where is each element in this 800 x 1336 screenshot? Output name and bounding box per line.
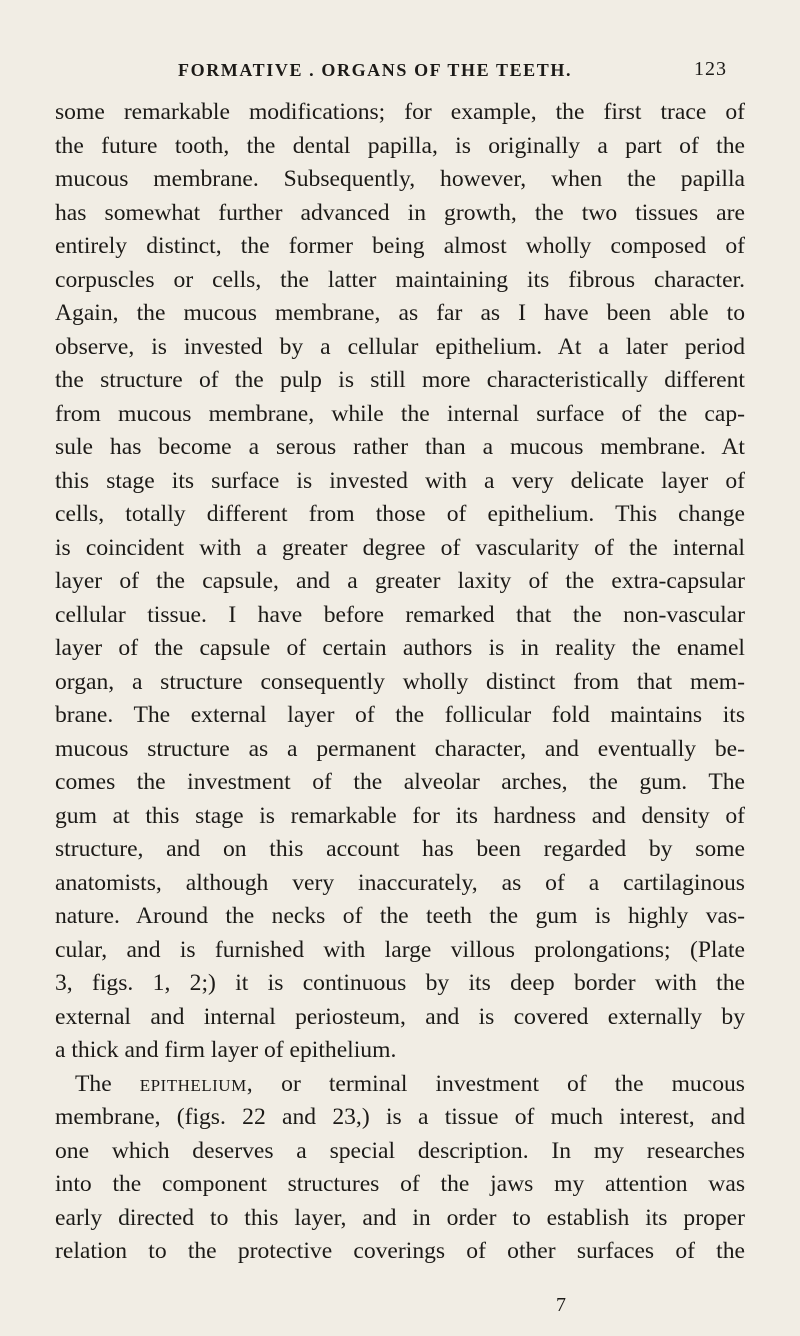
text-line: membrane, (figs. 22 and 23,) is a tissue of much interest, and bbox=[55, 1104, 745, 1130]
text-line: some remarkable modifications; for example, the first trace of bbox=[55, 99, 745, 125]
paragraph-lead-rest: or terminal investment of the mucous bbox=[253, 1070, 745, 1097]
text-line: the structure of the pulp is still more characteristically different bbox=[55, 367, 745, 393]
text-line: cular, and is furnished with large villous prolongations; (Plate bbox=[55, 936, 745, 963]
text-line: cellular tissue. I have before remarked that the non-vascular bbox=[55, 601, 745, 628]
text-line: one which deserves a special description. In my researches bbox=[55, 1137, 745, 1164]
text-line: mucous structure as a permanent character, and eventually be- bbox=[55, 735, 745, 762]
text-line: into the component structures of the jaws my attention was bbox=[55, 1171, 745, 1197]
text-line: structure, and on this account has been regarded by some bbox=[55, 836, 745, 862]
text-line: cells, totally different from those of epithelium. This change bbox=[55, 501, 745, 527]
paragraph-start-line bbox=[55, 1068, 745, 1102]
text-line: 3, figs. 1, 2;) it is continuous by its deep border with the bbox=[55, 970, 745, 996]
text-line: mucous membrane. Subsequently, however, when the papilla bbox=[55, 166, 745, 192]
text-line: corpuscles or cells, the latter maintaining its fibrous character. bbox=[55, 266, 745, 293]
text-line: Again, the mucous membrane, as far as I have been able to bbox=[55, 300, 745, 326]
text-line: this stage its surface is invested with a very delicate layer of bbox=[55, 467, 745, 494]
text-line: sule has become a serous rather than a mucous membrane. At bbox=[55, 434, 745, 460]
text-line: a thick and firm layer of epithelium. bbox=[55, 1037, 397, 1063]
text-line: layer of the capsule of certain authors is in reality the enamel bbox=[55, 635, 745, 661]
text-line: external and internal periosteum, and is covered externally by bbox=[55, 1003, 745, 1030]
text-line: early directed to this layer, and in order to establish its proper bbox=[55, 1204, 745, 1231]
running-head: FORMATIVE . ORGANS OF THE TEETH. bbox=[178, 60, 573, 80]
text-line: observe, is invested by a cellular epithelium. At a later period bbox=[55, 333, 745, 360]
text-line: the future tooth, the dental papilla, is originally a part of the bbox=[55, 132, 745, 159]
text-line: is coincident with a greater degree of vascularity of the internal bbox=[55, 534, 745, 561]
text-line: gum at this stage is remarkable for its hardness and density of bbox=[55, 802, 745, 829]
text-line: from mucous membrane, while the internal surface of the cap- bbox=[55, 400, 745, 427]
text-line: layer of the capsule, and a greater laxity of the extra-capsular bbox=[55, 568, 745, 594]
page-header bbox=[0, 58, 800, 88]
text-line: anatomists, although very inaccurately, as of a cartilaginous bbox=[55, 869, 745, 896]
term-epithelium: epithelium, bbox=[139, 1070, 254, 1097]
text-line: nature. Around the necks of the teeth the gum is highly vas- bbox=[55, 903, 745, 929]
signature-mark: 7 bbox=[556, 1294, 566, 1316]
page-number: 123 bbox=[694, 58, 727, 80]
text-line: organ, a structure consequently wholly distinct from that mem- bbox=[55, 668, 745, 695]
paragraph-lead: The bbox=[75, 1070, 140, 1097]
text-line: has somewhat further advanced in growth, the two tissues are bbox=[55, 199, 745, 226]
body-text bbox=[55, 96, 745, 1269]
text-line: brane. The external layer of the follicular fold maintains its bbox=[55, 702, 745, 728]
text-line: comes the investment of the alveolar arches, the gum. The bbox=[55, 769, 745, 795]
text-line: relation to the protective coverings of other surfaces of the bbox=[55, 1238, 745, 1264]
text-line: entirely distinct, the former being almost wholly composed of bbox=[55, 233, 745, 259]
